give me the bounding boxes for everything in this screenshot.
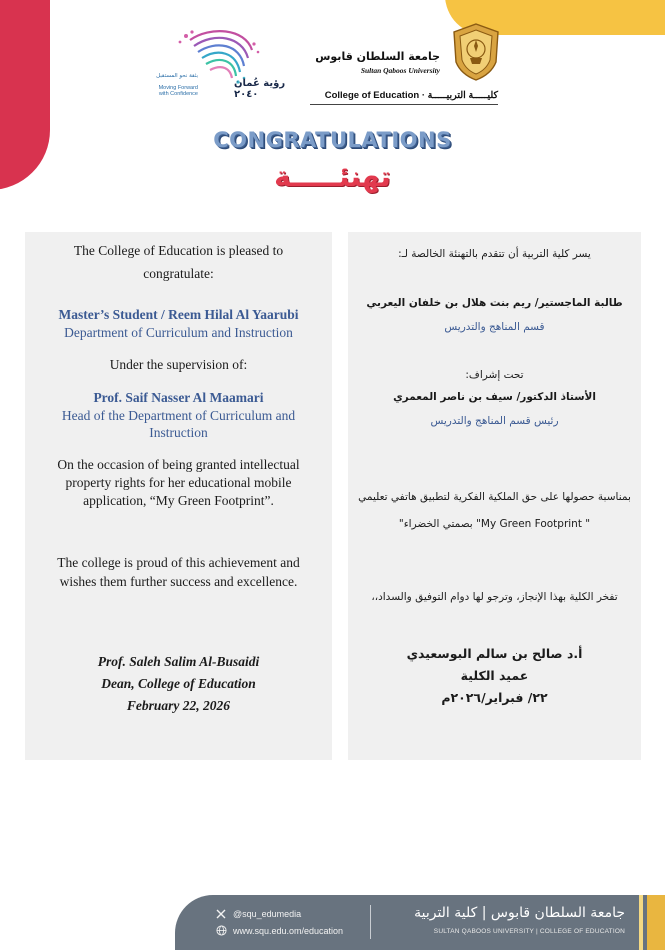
header-divider bbox=[310, 104, 498, 105]
footer-name-en: SULTAN QABOOS UNIVERSITY | COLLEGE OF EDUCATION bbox=[433, 928, 625, 935]
university-seal-icon bbox=[450, 22, 502, 82]
signature-name-en: Prof. Saleh Salim Al-Busaidi bbox=[97, 654, 260, 669]
footer-social bbox=[215, 905, 343, 939]
university-name-en: Sultan Qaboos University bbox=[360, 66, 440, 75]
proud-line-1: The college is proud of this achievement and bbox=[57, 555, 300, 570]
vision-label-ar: رؤية عُمان ٢٠٤٠ bbox=[234, 78, 286, 100]
student-department-ar: قسم المناهج والتدريس bbox=[444, 321, 545, 333]
squ-logo bbox=[300, 22, 510, 114]
page-title-ar: تهنئـــــة bbox=[274, 160, 391, 193]
student-department: Department of Curriculum and Instruction bbox=[64, 325, 293, 340]
signature-date-en: February 22, 2026 bbox=[126, 698, 231, 713]
signature-title-en: Dean, College of Education bbox=[101, 676, 256, 691]
oman-vision-logo bbox=[150, 22, 295, 108]
university-name-ar: جامعة السلطان قابوس bbox=[315, 50, 440, 63]
supervisor-name-ar: الأستاذ الدكتور/ سيف بن ناصر المعمري bbox=[393, 391, 596, 403]
footer-name-ar: جامعة السلطان قابوس | كلية التربية bbox=[414, 905, 625, 921]
arabic-panel bbox=[348, 232, 641, 760]
signature-title-ar: عميد الكلية bbox=[460, 668, 529, 683]
proud-line-2: wishes them further success and excellence. bbox=[59, 574, 298, 589]
footer-bar bbox=[175, 895, 665, 950]
signature-date-ar: ٢٢/ فبراير/٢٠٢٦م bbox=[441, 690, 548, 705]
occasion-line-1: On the occasion of being granted intellectual bbox=[57, 457, 300, 472]
occasion-line-2: property rights for her educational mobile bbox=[65, 475, 292, 490]
vision-tagline-en: Moving Forward with Confidence bbox=[158, 85, 198, 97]
globe-icon bbox=[215, 925, 227, 937]
student-name: Master’s Student / Reem Hilal Al Yaarubi bbox=[58, 307, 299, 322]
app-name-ar: "بصمتي الخضراء "My Green Footprint " bbox=[398, 518, 591, 530]
website-row bbox=[215, 922, 343, 939]
supervisor-title-1: Head of the Department of Curriculum and bbox=[61, 408, 296, 423]
header-logos bbox=[150, 22, 510, 114]
supervision-label-ar: تحت إشراف: bbox=[465, 369, 524, 381]
website-link[interactable]: www.squ.edu.om/education bbox=[233, 925, 344, 936]
social-handle[interactable]: @squ_edumedia bbox=[233, 908, 302, 919]
supervisor-name: Prof. Saif Nasser Al Maamari bbox=[93, 390, 264, 405]
student-name-ar: طالبة الماجستير/ ريم بنت هلال بن خلفان اليعربي bbox=[366, 297, 623, 309]
occasion-line-3: application, “My Green Footprint”. bbox=[83, 493, 274, 508]
supervisor-title-ar: رئيس قسم المناهج والتدريس bbox=[430, 415, 559, 427]
social-row bbox=[215, 905, 343, 922]
footer-divider bbox=[370, 905, 371, 939]
occasion-ar: بمناسبة حصولها على حق الملكية الفكرية لتطبيق هاتفي تعليمي bbox=[358, 491, 631, 503]
footer-stripe bbox=[647, 895, 665, 950]
signature-name-ar: أ.د صالح بن سالم البوسعيدي bbox=[406, 646, 583, 661]
footer-stripe-light bbox=[639, 895, 643, 950]
supervisor-title-2: Instruction bbox=[149, 425, 208, 440]
english-panel bbox=[25, 232, 332, 760]
intro-line-1: The College of Education is pleased to bbox=[73, 243, 284, 258]
page-title-en: CONGRATULATIONS bbox=[213, 128, 452, 152]
proud-ar: تفخر الكلية بهذا الإنجاز، وترجو لها دوام التوفيق والسداد،، bbox=[371, 591, 618, 603]
x-twitter-icon bbox=[215, 908, 227, 920]
intro-ar: يسر كلية التربية أن تتقدم بالتهنئة الخالصة لـ: bbox=[398, 248, 591, 260]
intro-line-2: congratulate: bbox=[143, 266, 214, 281]
college-label: College of Education · كليـــــة التربيـــــة bbox=[324, 90, 498, 101]
supervision-label: Under the supervision of: bbox=[109, 357, 248, 372]
vision-tagline-ar: بثقة نحو المستقبل bbox=[156, 73, 198, 79]
